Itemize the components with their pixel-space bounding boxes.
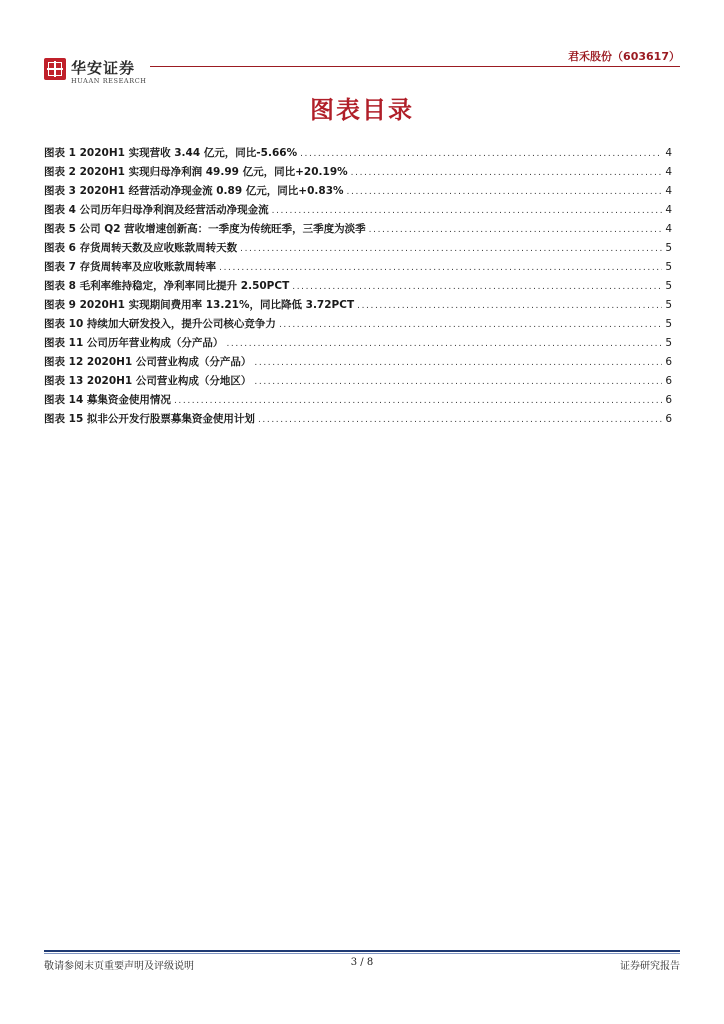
toc-entry[interactable]: [44, 240, 672, 259]
toc-dot-leader: [279, 320, 662, 330]
toc-entry-page[interactable]: 5: [665, 299, 672, 311]
toc-entry[interactable]: [44, 145, 672, 164]
toc-entry[interactable]: [44, 278, 672, 297]
toc-dot-leader: [254, 358, 662, 368]
toc-entry[interactable]: [44, 316, 672, 335]
toc-entry-page[interactable]: 6: [665, 413, 672, 425]
toc-entry-page[interactable]: 5: [665, 337, 672, 349]
toc-dot-leader: [357, 301, 662, 311]
toc-entry[interactable]: [44, 392, 672, 411]
toc-entry-label[interactable]: 图表 4 公司历年归母净利润及经营活动净现金流: [44, 204, 269, 216]
toc-dot-leader: [292, 282, 662, 292]
page-title: 图表目录: [310, 96, 414, 124]
toc-entry[interactable]: [44, 354, 672, 373]
toc-entry[interactable]: [44, 202, 672, 221]
footer-divider: [44, 950, 680, 952]
footer-page-indicator: 3 / 8: [350, 957, 374, 968]
toc-entry[interactable]: [44, 373, 672, 392]
company-ticker: 君禾股份（603617）: [568, 50, 680, 63]
logo-english-name: HUAAN RESEARCH: [71, 77, 147, 85]
huaan-logo: [44, 57, 147, 89]
toc-entry-label[interactable]: 图表 5 公司 Q2 营收增速创新高：一季度为传统旺季，三季度为淡季: [44, 223, 366, 235]
toc-entry-page[interactable]: 4: [665, 166, 672, 178]
toc-entry-page[interactable]: 5: [665, 261, 672, 273]
toc-entry-page[interactable]: 4: [665, 223, 672, 235]
toc-entry[interactable]: [44, 183, 672, 202]
toc-dot-leader: [226, 339, 662, 349]
toc-entry-label[interactable]: 图表 2 2020H1 实现归母净利润 49.99 亿元，同比+20.19%: [44, 166, 348, 178]
toc-dot-leader: [300, 149, 662, 159]
toc-entry-label[interactable]: 图表 3 2020H1 经营活动净现金流 0.89 亿元，同比+0.83%: [44, 185, 344, 197]
toc-entry-label[interactable]: 图表 13 2020H1 公司营业构成（分地区）: [44, 375, 252, 387]
toc-entry[interactable]: [44, 221, 672, 240]
toc-entry-page[interactable]: 5: [665, 280, 672, 292]
toc-entry[interactable]: [44, 411, 672, 430]
toc-entry-page[interactable]: 6: [665, 375, 672, 387]
toc-entry-label[interactable]: 图表 7 存货周转率及应收账款周转率: [44, 261, 217, 273]
toc-entry-label[interactable]: 图表 15 拟非公开发行股票募集资金使用计划: [44, 413, 255, 425]
footer-disclaimer: 敬请参阅末页重要声明及评级说明: [44, 961, 194, 972]
toc-entry-page[interactable]: 6: [665, 394, 672, 406]
toc-entry-page[interactable]: 5: [665, 318, 672, 330]
toc-entry-page[interactable]: 5: [665, 242, 672, 254]
toc-entry-label[interactable]: 图表 11 公司历年营业构成（分产品）: [44, 337, 224, 349]
toc-dot-leader: [258, 415, 662, 425]
toc-entry[interactable]: [44, 164, 672, 183]
toc-dot-leader: [174, 396, 662, 406]
toc-dot-leader: [347, 187, 663, 197]
toc-entry-page[interactable]: 4: [665, 185, 672, 197]
toc-dot-leader: [351, 168, 663, 178]
toc-entry-label[interactable]: 图表 1 2020H1 实现营收 3.44 亿元，同比-5.66%: [44, 147, 298, 159]
toc-dot-leader: [272, 206, 663, 216]
toc-entry-label[interactable]: 图表 6 存货周转天数及应收账款周转天数: [44, 242, 238, 254]
toc-dot-leader: [219, 263, 662, 273]
toc-entry-page[interactable]: 4: [665, 204, 672, 216]
toc-entry-page[interactable]: 6: [665, 356, 672, 368]
toc-entry[interactable]: [44, 259, 672, 278]
logo-chinese-name: 华安证券: [71, 59, 136, 77]
header-divider: [150, 66, 680, 67]
toc-entry[interactable]: [44, 335, 672, 354]
toc-dot-leader: [254, 377, 662, 387]
toc-entry-label[interactable]: 图表 9 2020H1 实现期间费用率 13.21%，同比降低 3.72PCT: [44, 299, 355, 311]
toc-entry[interactable]: [44, 297, 672, 316]
toc-dot-leader: [240, 244, 662, 254]
toc-entry-label[interactable]: 图表 14 募集资金使用情况: [44, 394, 171, 406]
toc-entry-label[interactable]: 图表 8 毛利率维持稳定，净利率同比提升 2.50PCT: [44, 280, 290, 292]
toc-entry-page[interactable]: 4: [665, 147, 672, 159]
figure-table-of-contents: [44, 145, 672, 430]
footer-divider-thin: [44, 953, 680, 954]
huaan-seal-icon: [44, 58, 66, 80]
toc-entry-label[interactable]: 图表 12 2020H1 公司营业构成（分产品）: [44, 356, 252, 368]
toc-dot-leader: [369, 225, 663, 235]
toc-entry-label[interactable]: 图表 10 持续加大研发投入，提升公司核心竞争力: [44, 318, 276, 330]
footer-report-type: 证券研究报告: [620, 961, 680, 972]
